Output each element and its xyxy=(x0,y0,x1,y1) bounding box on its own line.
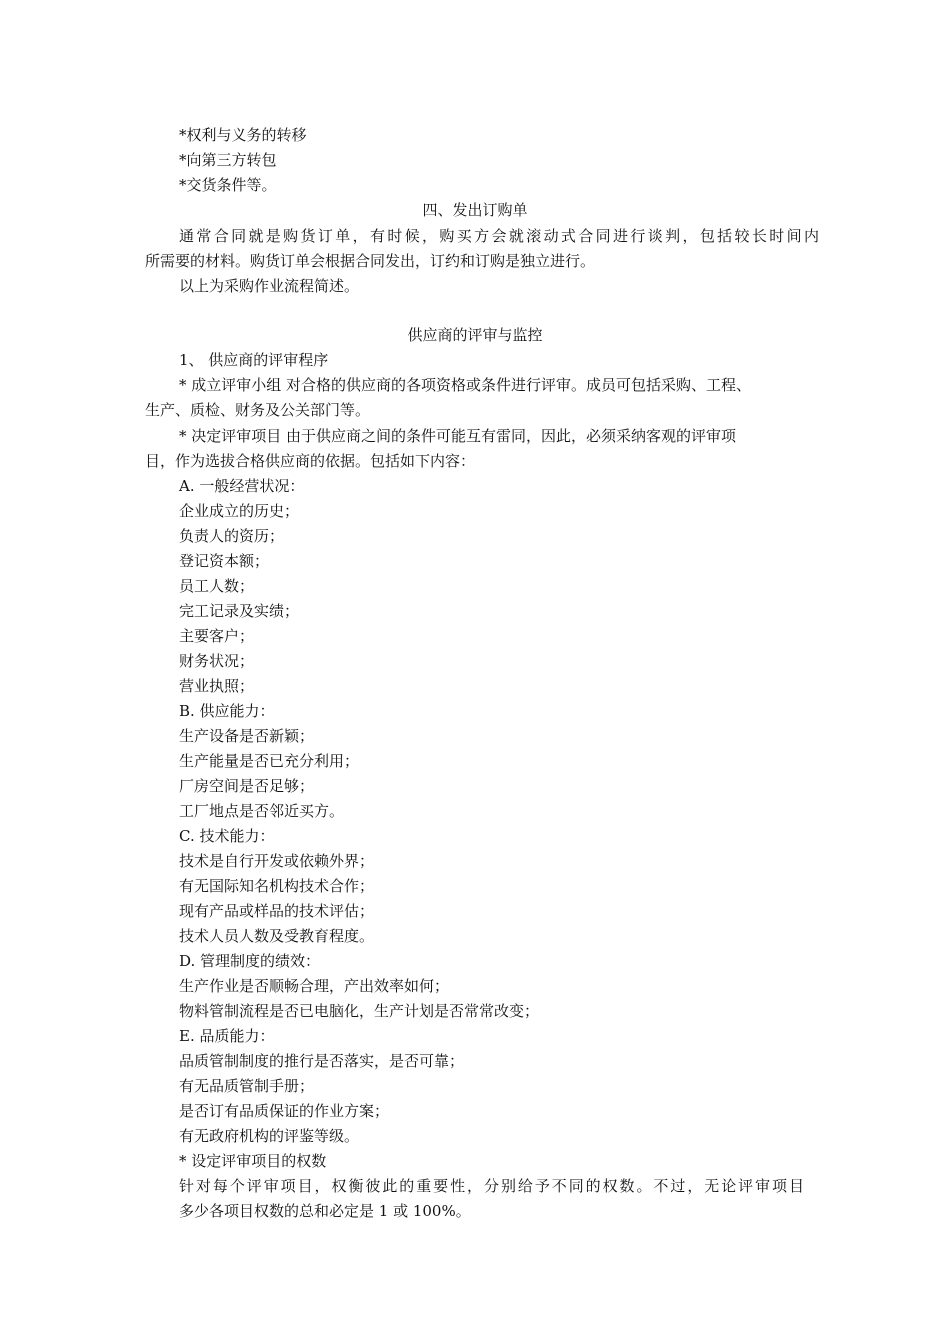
team-paragraph-line2: 生产、质检、财务及公关部门等。 xyxy=(145,401,371,419)
team-paragraph-line1: * 成立评审小组 对合格的供应商的各项资格或条件进行评审。成员可包括采购、工程、 xyxy=(179,376,752,394)
list-item: 有无品质管制手册； xyxy=(179,1077,315,1095)
group-d-label: D. 管理制度的绩效： xyxy=(179,952,321,970)
list-item: 营业执照； xyxy=(179,677,255,695)
bullet-rights-transfer: *权利与义务的转移 xyxy=(179,126,307,144)
list-item: 有无政府机构的评鉴等级。 xyxy=(179,1127,360,1145)
purchase-order-paragraph-line2: 所需要的材料。购货订单会根据合同发出，订约和订购是独立进行。 xyxy=(145,252,596,270)
list-item: 技术人员人数及受教育程度。 xyxy=(179,927,375,945)
step-1-heading: 1、 供应商的评审程序 xyxy=(179,351,329,369)
list-item: 生产能量是否已充分利用； xyxy=(179,752,360,770)
list-item: 企业成立的历史； xyxy=(179,502,300,520)
weight-paragraph-line1: 针对每个评审项目，权衡彼此的重要性，分别给予不同的权数。不过，无论评审项目 xyxy=(179,1177,804,1195)
list-item: 生产作业是否顺畅合理，产出效率如何； xyxy=(179,977,450,995)
summary-text: 以上为采购作业流程简述。 xyxy=(179,277,360,295)
weight-heading: * 设定评审项目的权数 xyxy=(179,1152,327,1170)
list-item: 工厂地点是否邻近买方。 xyxy=(179,802,345,820)
list-item: 技术是自行开发或依赖外界； xyxy=(179,852,375,870)
purchase-order-paragraph-line1: 通常合同就是购货订单，有时候，购买方会就滚动式合同进行谈判，包括较长时间内 xyxy=(179,227,819,245)
group-c-label: C. 技术能力： xyxy=(179,827,275,845)
list-item: 登记资本额； xyxy=(179,552,270,570)
list-item: 员工人数； xyxy=(179,577,255,595)
list-item: 有无国际知名机构技术合作； xyxy=(179,877,375,895)
group-b-label: B. 供应能力： xyxy=(179,702,275,720)
list-item: 主要客户； xyxy=(179,627,255,645)
supplier-section-title: 供应商的评审与监控 xyxy=(407,326,543,344)
items-paragraph-line2: 目，作为选拔合格供应商的依据。包括如下内容： xyxy=(145,452,476,470)
group-a-label: A. 一般经营状况： xyxy=(179,477,305,495)
bullet-delivery-terms: *交货条件等。 xyxy=(179,176,277,194)
section-heading-purchase-order: 四、发出订购单 xyxy=(422,201,528,219)
list-item: 是否订有品质保证的作业方案； xyxy=(179,1102,390,1120)
list-item: 完工记录及实绩； xyxy=(179,602,300,620)
list-item: 负责人的资历； xyxy=(179,527,285,545)
list-item: 物料管制流程是否已电脑化，生产计划是否常常改变； xyxy=(179,1002,540,1020)
items-paragraph-line1: * 决定评审项目 由于供应商之间的条件可能互有雷同，因此，必须采纳客观的评审项 xyxy=(179,427,737,445)
weight-paragraph-line2: 多少各项目权数的总和必定是 1 或 100%。 xyxy=(179,1202,471,1220)
list-item: 品质管制制度的推行是否落实，是否可靠； xyxy=(179,1052,465,1070)
list-item: 生产设备是否新颖； xyxy=(179,727,315,745)
bullet-subcontract: *向第三方转包 xyxy=(179,151,277,169)
list-item: 厂房空间是否足够； xyxy=(179,777,315,795)
list-item: 财务状况； xyxy=(179,652,255,670)
group-e-label: E. 品质能力： xyxy=(179,1027,275,1045)
list-item: 现有产品或样品的技术评估； xyxy=(179,902,375,920)
